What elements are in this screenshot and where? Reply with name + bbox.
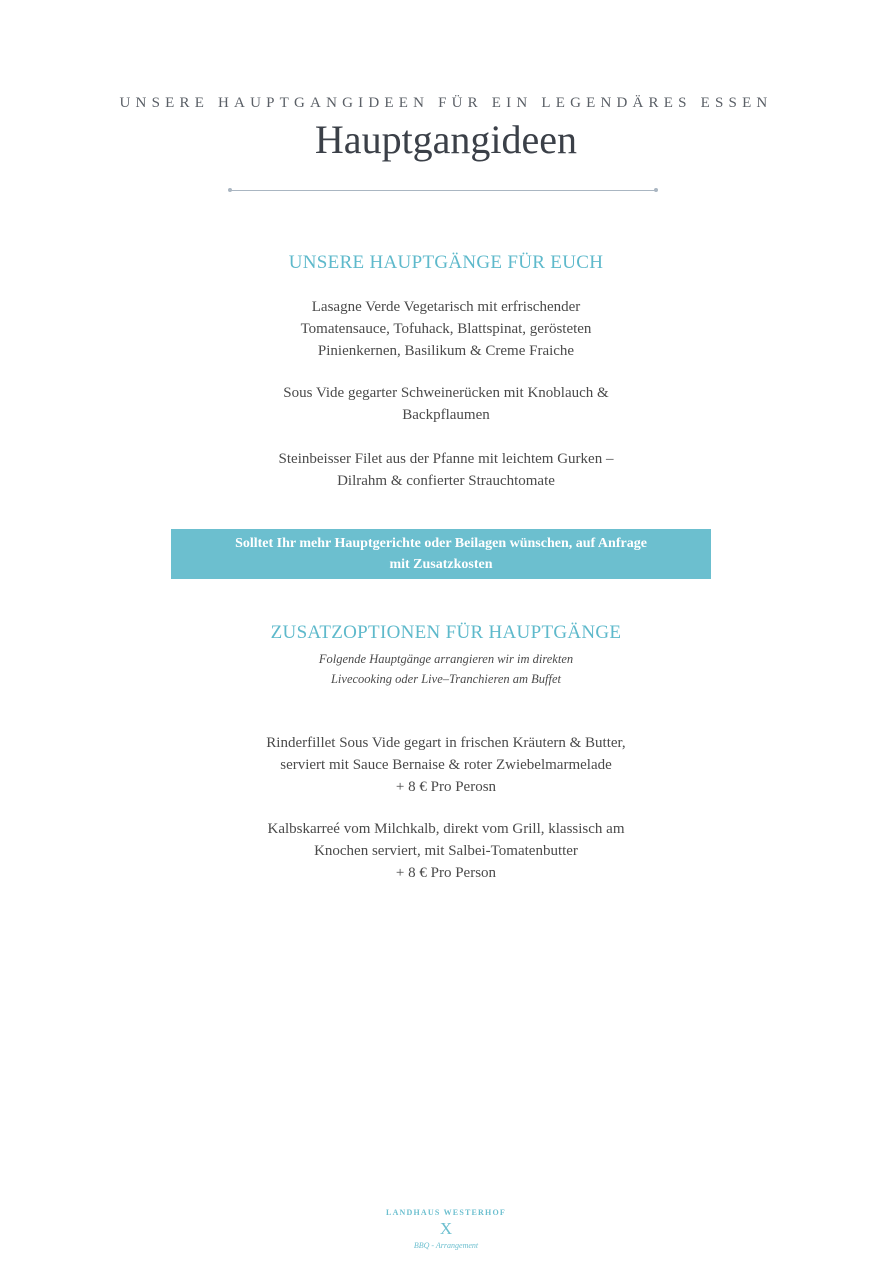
extra-dishes-notice (171, 529, 711, 579)
dish-line: Tomatensauce, Tofuhack, Blattspinat, gerösteten (300, 321, 592, 337)
dish-line: serviert mit Sauce Bernaise & roter Zwiebelmarmelade (280, 757, 612, 773)
dish-steinbeisser (206, 448, 686, 492)
dish-line: Dilrahm & confierter Strauchtomate (337, 473, 555, 489)
footer-brand: LANDHAUS WESTERHOF (386, 1208, 506, 1217)
dish-line: Backpflaumen (402, 407, 490, 423)
dish-line: Pinienkernen, Basilikum & Creme Fraiche (317, 343, 575, 359)
note-line: Livecooking oder Live–Tranchieren am Buffet (330, 672, 562, 686)
dish-kalbskarree (206, 818, 686, 884)
notice-line: mit Zusatzkosten (389, 557, 493, 572)
dish-line: Steinbeisser Filet aus der Pfanne mit leichtem Gurken – (278, 451, 614, 467)
main-courses-heading: UNSERE HAUPTGÄNGE FÜR EUCH (288, 252, 604, 273)
dish-line: Rinderfillet Sous Vide gegart in frischen Kräutern & Butter, (266, 735, 626, 751)
dish-price: + 8 € Pro Person (395, 865, 497, 881)
footer-logo-mark: X (439, 1219, 453, 1238)
dish-rinderfillet (206, 732, 686, 798)
dish-line: Kalbskarreé vom Milchkalb, direkt vom Grill, klassisch am (267, 821, 625, 837)
dish-line: Knochen serviert, mit Salbei-Tomatenbutter (314, 843, 578, 859)
dish-schweineruecken (206, 382, 686, 426)
dish-price: + 8 € Pro Perosn (395, 779, 497, 795)
page-kicker: UNSERE HAUPTGANGIDEEN FÜR EIN LEGENDÄRES ESSEN (119, 95, 773, 111)
dish-lasagne (206, 296, 686, 362)
notice-line: Solltet Ihr mehr Hauptgerichte oder Beilagen wünschen, auf Anfrage (235, 536, 647, 551)
extras-heading: ZUSATZOPTIONEN FÜR HAUPTGÄNGE (270, 622, 622, 643)
dish-line: Sous Vide gegarter Schweinerücken mit Knoblauch & (283, 385, 609, 401)
note-line: Folgende Hauptgänge arrangieren wir im direkten (318, 652, 574, 666)
dish-line: Lasagne Verde Vegetarisch mit erfrischender (311, 299, 581, 315)
extras-note (246, 649, 646, 689)
title-divider (230, 190, 656, 191)
page-title: Hauptgangideen (314, 117, 578, 162)
footer-tagline: BBQ - Arrangement (413, 1241, 479, 1250)
